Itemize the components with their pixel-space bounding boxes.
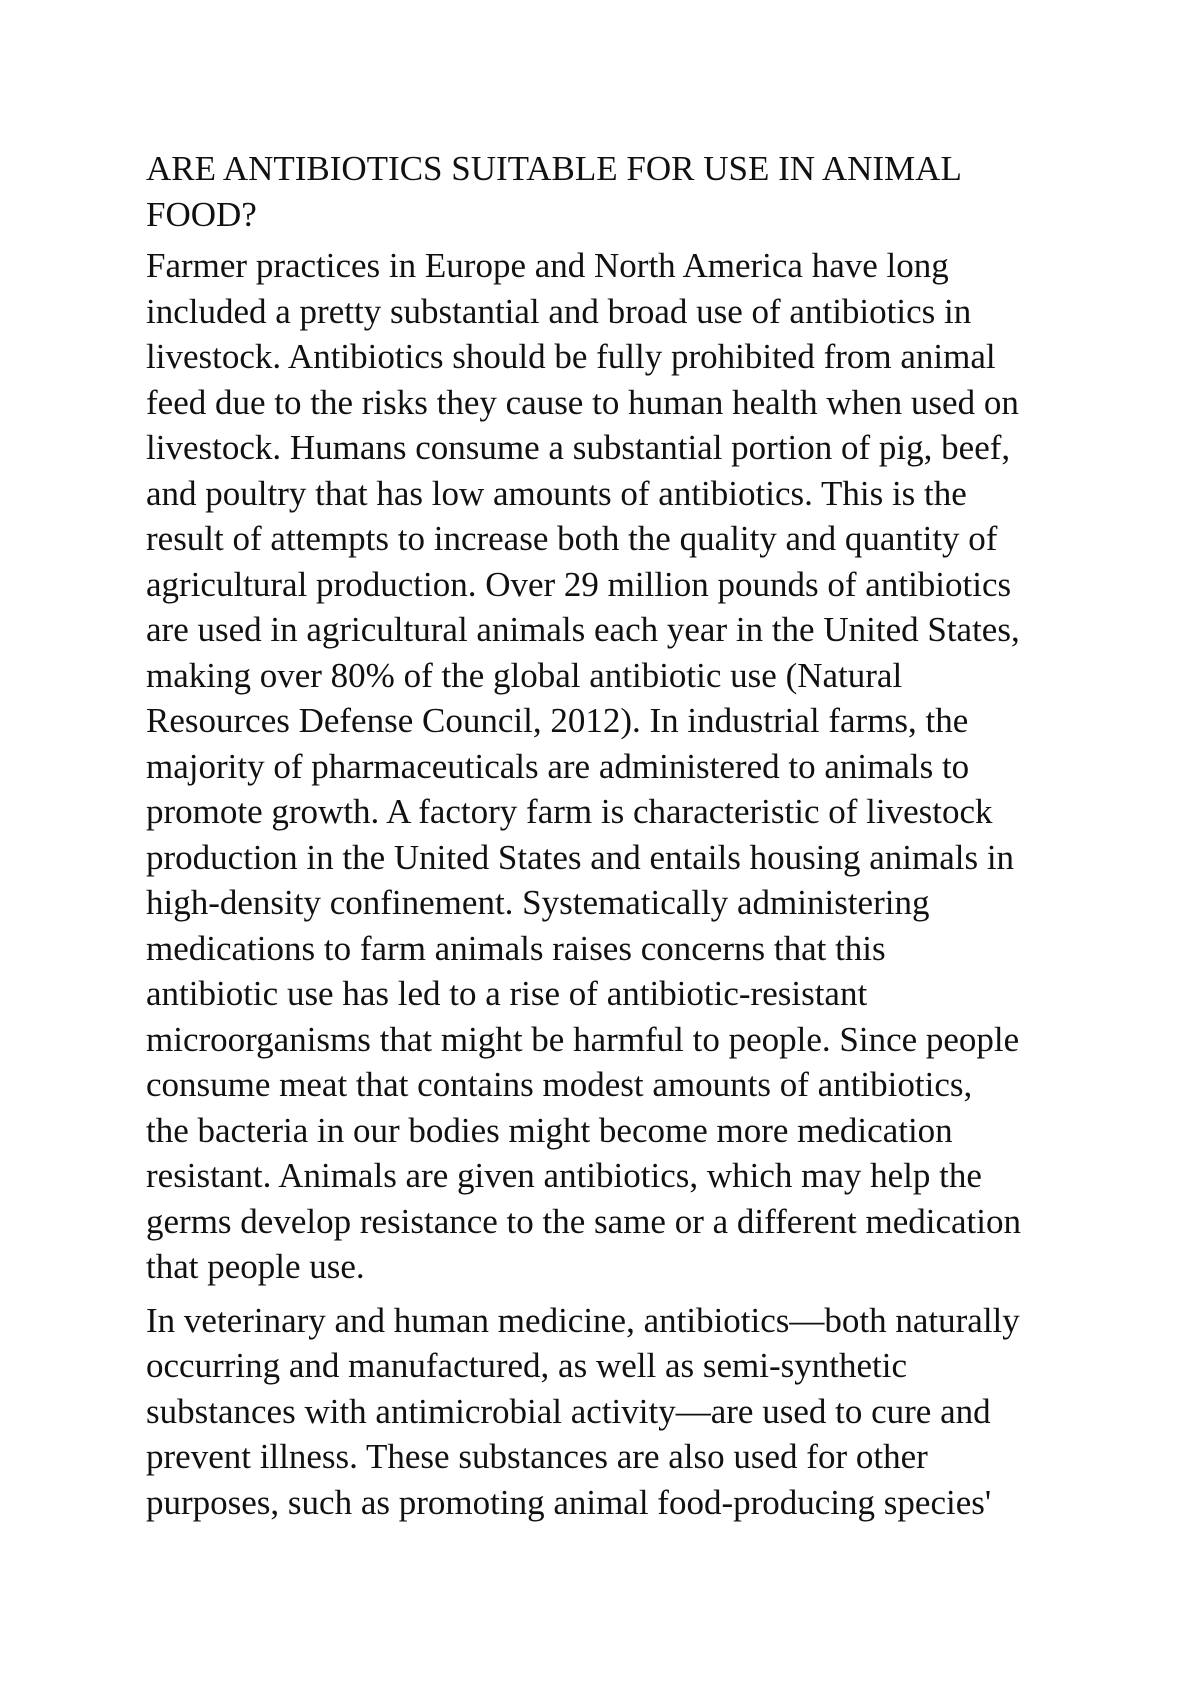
text-line: that people use. <box>146 1247 365 1286</box>
paragraph-2 <box>146 1298 1066 1526</box>
text-line: consume meat that contains modest amounts of antibiotics, <box>146 1065 973 1104</box>
title-line: ARE ANTIBIOTICS SUITABLE FOR USE IN ANIMAL <box>146 149 962 188</box>
text-line: livestock. Antibiotics should be fully prohibited from animal <box>146 337 996 376</box>
text-line: promote growth. A factory farm is characteristic of livestock <box>146 792 993 831</box>
text-line: prevent illness. These substances are also used for other <box>146 1437 928 1476</box>
text-line: Farmer practices in Europe and North America have long <box>146 246 949 285</box>
text-line: and poultry that has low amounts of antibiotics. This is the <box>146 473 967 513</box>
text-line: result of attempts to increase both the quality and quantity of <box>146 519 998 558</box>
text-line: Resources Defense Council, 2012). In industrial farms, the <box>146 701 969 740</box>
text-line: purposes, such as promoting animal food-producing species' <box>146 1482 992 1522</box>
document-title <box>146 146 1066 237</box>
text-line: resistant. Animals are given antibiotics, which may help the <box>146 1156 982 1195</box>
text-line: production in the United States and entails housing animals in <box>146 837 1015 877</box>
text-line: In veterinary and human medicine, antibiotics—both naturally <box>146 1300 1020 1340</box>
paragraph-1 <box>146 243 1066 1290</box>
text-line: medications to farm animals raises concerns that this <box>146 928 886 968</box>
text-line: antibiotic use has led to a rise of antibiotic-resistant <box>146 974 868 1013</box>
text-line: included a pretty substantial and broad use of antibiotics in <box>146 291 972 331</box>
text-line: microorganisms that might be harmful to people. Since people <box>146 1019 1020 1059</box>
text-line: making over 80% of the global antibiotic use (Natural <box>146 655 903 695</box>
title-line: FOOD? <box>146 194 257 234</box>
text-line: occurring and manufactured, as well as semi-synthetic <box>146 1346 907 1385</box>
text-line: livestock. Humans consume a substantial portion of pig, beef, <box>146 428 1011 467</box>
text-line: agricultural production. Over 29 million pounds of antibiotics <box>146 564 1012 604</box>
text-line: substances with antimicrobial activity—are used to cure and <box>146 1391 991 1431</box>
text-line: majority of pharmaceuticals are administered to animals to <box>146 746 970 786</box>
text-line: high-density confinement. Systematically administering <box>146 883 930 922</box>
document-body <box>146 146 1066 1533</box>
text-line: germs develop resistance to the same or a different medication <box>146 1201 1021 1241</box>
text-line: the bacteria in our bodies might become more medication <box>146 1110 953 1150</box>
text-line: are used in agricultural animals each year in the United States, <box>146 610 1020 649</box>
text-line: feed due to the risks they cause to human health when used on <box>146 382 1019 422</box>
